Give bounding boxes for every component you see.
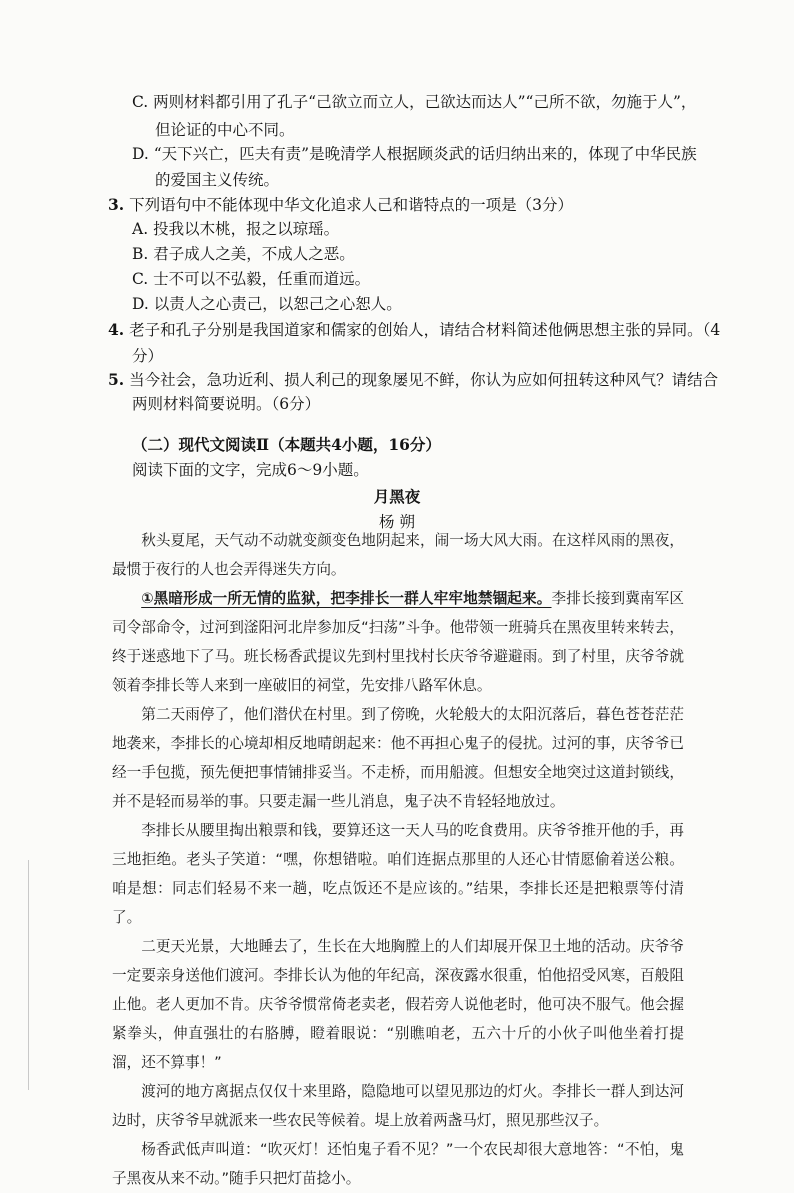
- story-title: 月黑夜: [373, 487, 421, 506]
- story-body: [112, 526, 684, 1193]
- question-4-line-2: 分）: [132, 347, 164, 365]
- story-paragraph-7: 杨香武低声叫道：“吹灭灯！还怕鬼子看不见？”一个农民却很大意地答：“不怕，鬼子黑夜从来不动。”随手只把灯苗捻小。: [112, 1141, 684, 1187]
- section-instruction: 阅读下面的文字，完成6～9小题。: [132, 461, 369, 479]
- story-paragraph-3: 第二天雨停了，他们潜伏在村里。到了傍晚，火轮般大的太阳沉落后，暮色苍苍茫茫地袭来，李排长的心境却相反地晴朗起来：他不再担心鬼子的侵扰。过河的事，庆爷爷已经一手包揽，预先便把事情铺排妥当。不走桥，而用船渡。但想安全地突过这道封锁线，并不是轻而易举的事。只要走漏一些儿消息，鬼子决不肯轻轻地放过。: [112, 706, 684, 810]
- story-paragraph-6: 渡河的地方离据点仅仅十来里路，隐隐地可以望见那边的灯火。李排长一群人到达河边时，庆爷爷早就派来一些农民等候着。堤上放着两盏马灯，照见那些汉子。: [112, 1083, 684, 1129]
- option-d-line-2: 的爱国主义传统。: [155, 171, 280, 189]
- q3-option-c: C. 士不可以不弘毅，任重而道远。: [132, 270, 371, 288]
- story-paragraph-5: 二更天光景，大地睡去了，生长在大地胸膛上的人们却展开保卫土地的活动。庆爷爷一定要亲身送他们渡河。李排长认为他的年纪高，深夜露水很重，怕他招受风寒，百般阻止他。老人更加不肯。庆爷爷惯常倚老卖老，假若旁人说他老时，他可决不服气。他会握紧拳头，伸直强壮的右胳膊，瞪着眼说：“别瞧咱老，五六十斤的小伙子叫他坐着打提溜，还不算事！”: [112, 938, 684, 1071]
- story-paragraph-2: ①黑暗形成一所无情的监狱，把李排长一群人牢牢地禁锢起来。李排长接到冀南军区司令部命令，过河到滏阳河北岸参加反“扫荡”斗争。他带领一班骑兵在黑夜里转来转去，终于迷惑地下了马。班长杨香武提议先到村里找村长庆爷爷避避雨。到了村里，庆爷爷就领着李排长等人来到一座破旧的祠堂，先安排八路军休息。: [112, 590, 684, 694]
- story-paragraph-1: 秋头夏尾，天气动不动就变颜变色地阴起来，闹一场大风大雨。在这样风雨的黑夜，最惯于夜行的人也会弄得迷失方向。: [112, 532, 684, 578]
- option-d-line-1: D. “天下兴亡，匹夫有责”是晚清学人根据顾炎武的话归纳出来的，体现了中华民族: [132, 145, 697, 163]
- page-margin-line: [28, 860, 29, 1090]
- option-c-line-1: C. 两则材料都引用了孔子“己欲立而立人，己欲达而达人”“己所不欲，勿施于人”，: [132, 93, 697, 111]
- story-author: 杨 朔: [379, 513, 415, 531]
- question-5-line-2: 两则材料简要说明。（6分）: [132, 395, 321, 413]
- question-4-line-1: 4. 老子和孔子分别是我国道家和儒家的创始人，请结合材料简述他俩思想主张的异同。（4: [108, 320, 721, 339]
- section-heading: （二）现代文阅读Ⅱ（本题共4小题，16分）: [132, 435, 441, 454]
- marked-sentence-1: ①黑暗形成一所无情的监狱，把李排长一群人牢牢地禁锢起来。: [141, 590, 552, 607]
- question-5-line-1: 5. 当今社会，急功近利、损人利己的现象屡见不鲜，你认为应如何扭转这种风气？请结合: [108, 370, 719, 389]
- q3-option-a: A. 投我以木桃，报之以琼瑶。: [132, 220, 340, 238]
- story-paragraph-4: 李排长从腰里掏出粮票和钱，要算还这一天人马的吃食费用。庆爷爷推开他的手，再三地拒绝。老头子笑道：“嘿，你想错啦。咱们连据点那里的人还心甘情愿偷着送公粮。咱是想：同志们轻易不来一趟，吃点饭还不是应该的。”结果，李排长还是把粮票等付清了。: [112, 822, 684, 926]
- q3-option-b: B. 君子成人之美，不成人之恶。: [132, 245, 355, 263]
- q3-option-d: D. 以责人之心责己，以恕己之心恕人。: [132, 295, 402, 313]
- option-c-line-2: 但论证的中心不同。: [155, 121, 295, 139]
- question-3-stem: 3. 下列语句中不能体现中华文化追求人己和谐特点的一项是（3分）: [108, 195, 573, 214]
